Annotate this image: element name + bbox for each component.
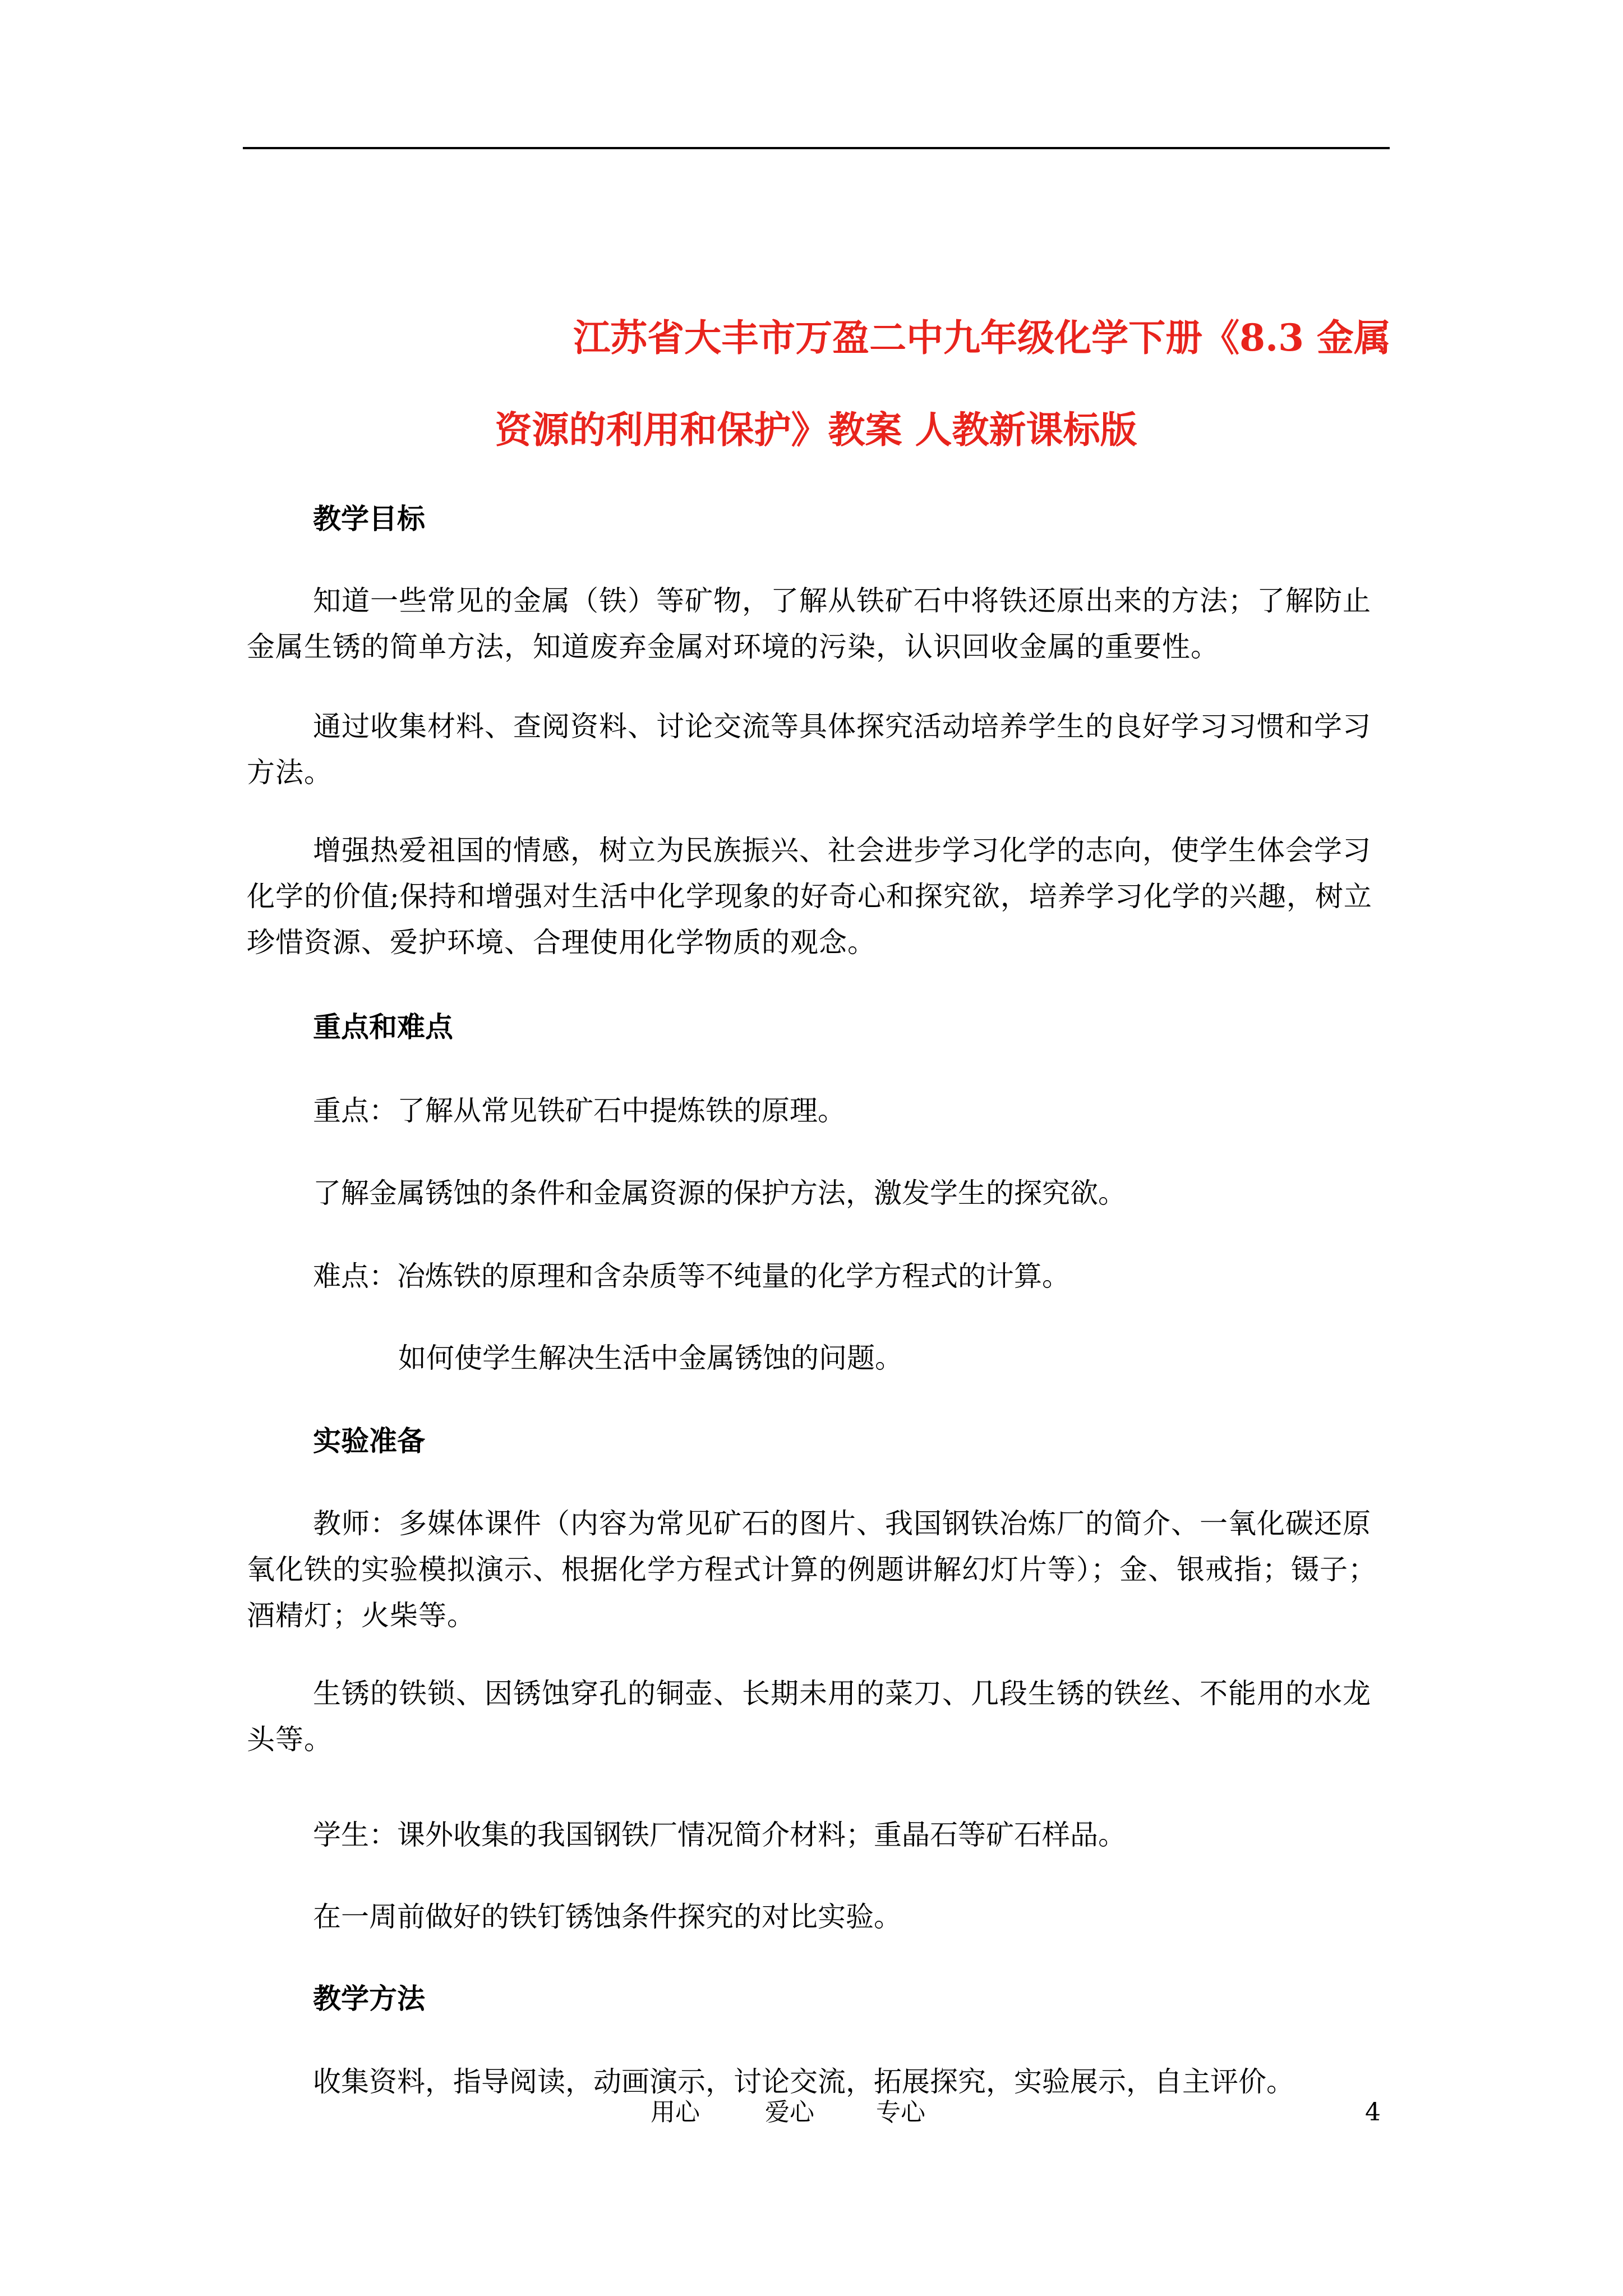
- prep-paragraph-4: 在一周前做好的铁钉锈蚀条件探究的对比实验。: [313, 1901, 902, 1933]
- footer-motto-3: 专心: [876, 2098, 925, 2127]
- title-line-2: 资源的利用和保护》教案 人教新课标版: [495, 408, 1137, 452]
- page-number: 4: [1365, 2098, 1381, 2127]
- prep-paragraph-3: 学生：课外收集的我国钢铁厂情况简介材料；重晶石等矿石样品。: [313, 1819, 1126, 1851]
- heading-experiment-prep: 实验准备: [313, 1424, 425, 1457]
- key-paragraph-1: 重点：了解从常见铁矿石中提炼铁的原理。: [313, 1094, 846, 1127]
- goals-paragraph-2: 通过收集材料、查阅资料、讨论交流等具体探究活动培养学生的良好学习习惯和学习方法。: [247, 710, 1371, 789]
- header-rule: [243, 147, 1390, 149]
- heading-teaching-method: 教学方法: [313, 1982, 425, 2015]
- title-line-1: 江苏省大丰市万盈二中九年级化学下册《8.3 金属: [573, 316, 1391, 360]
- goals-paragraph-1: 知道一些常见的金属（铁）等矿物，了解从铁矿石中将铁还原出来的方法；了解防止金属生锈的简单方法，知道废弃金属对环境的污染，认识回收金属的重要性。: [247, 585, 1371, 663]
- footer-motto-2: 爱心: [765, 2098, 814, 2127]
- goals-paragraph-3: 增强热爱祖国的情感，树立为民族振兴、社会进步学习化学的志向，使学生体会学习化学的价值;保持和增强对生活中化学现象的好奇心和探究欲，培养学习化学的兴趣，树立珍惜资源、爱护环境、合理使用化学物质的观念。: [247, 834, 1372, 959]
- heading-key-difficult: 重点和难点: [313, 1010, 453, 1043]
- key-paragraph-3: 难点：冶炼铁的原理和含杂质等不纯量的化学方程式的计算。: [313, 1260, 1070, 1292]
- prep-paragraph-1: 教师：多媒体课件（内容为常见矿石的图片、我国钢铁冶炼厂的简介、一氧化碳还原氧化铁的实验模拟演示、根据化学方程式计算的例题讲解幻灯片等）；金、银戒指；镊子；酒精灯；火柴等。: [247, 1507, 1377, 1632]
- key-paragraph-4: 如何使学生解决生活中金属锈蚀的问题。: [398, 1342, 903, 1374]
- heading-teaching-goals: 教学目标: [313, 502, 425, 535]
- method-paragraph-1: 收集资料，指导阅读，动画演示，讨论交流，拓展探究，实验展示，自主评价。: [313, 2065, 1294, 2098]
- key-paragraph-2: 了解金属锈蚀的条件和金属资源的保护方法，激发学生的探究欲。: [313, 1177, 1126, 1209]
- footer-motto-1: 用心: [651, 2098, 700, 2127]
- prep-paragraph-2: 生锈的铁锁、因锈蚀穿孔的铜壶、长期未用的菜刀、几段生锈的铁丝、不能用的水龙头等。: [247, 1677, 1371, 1756]
